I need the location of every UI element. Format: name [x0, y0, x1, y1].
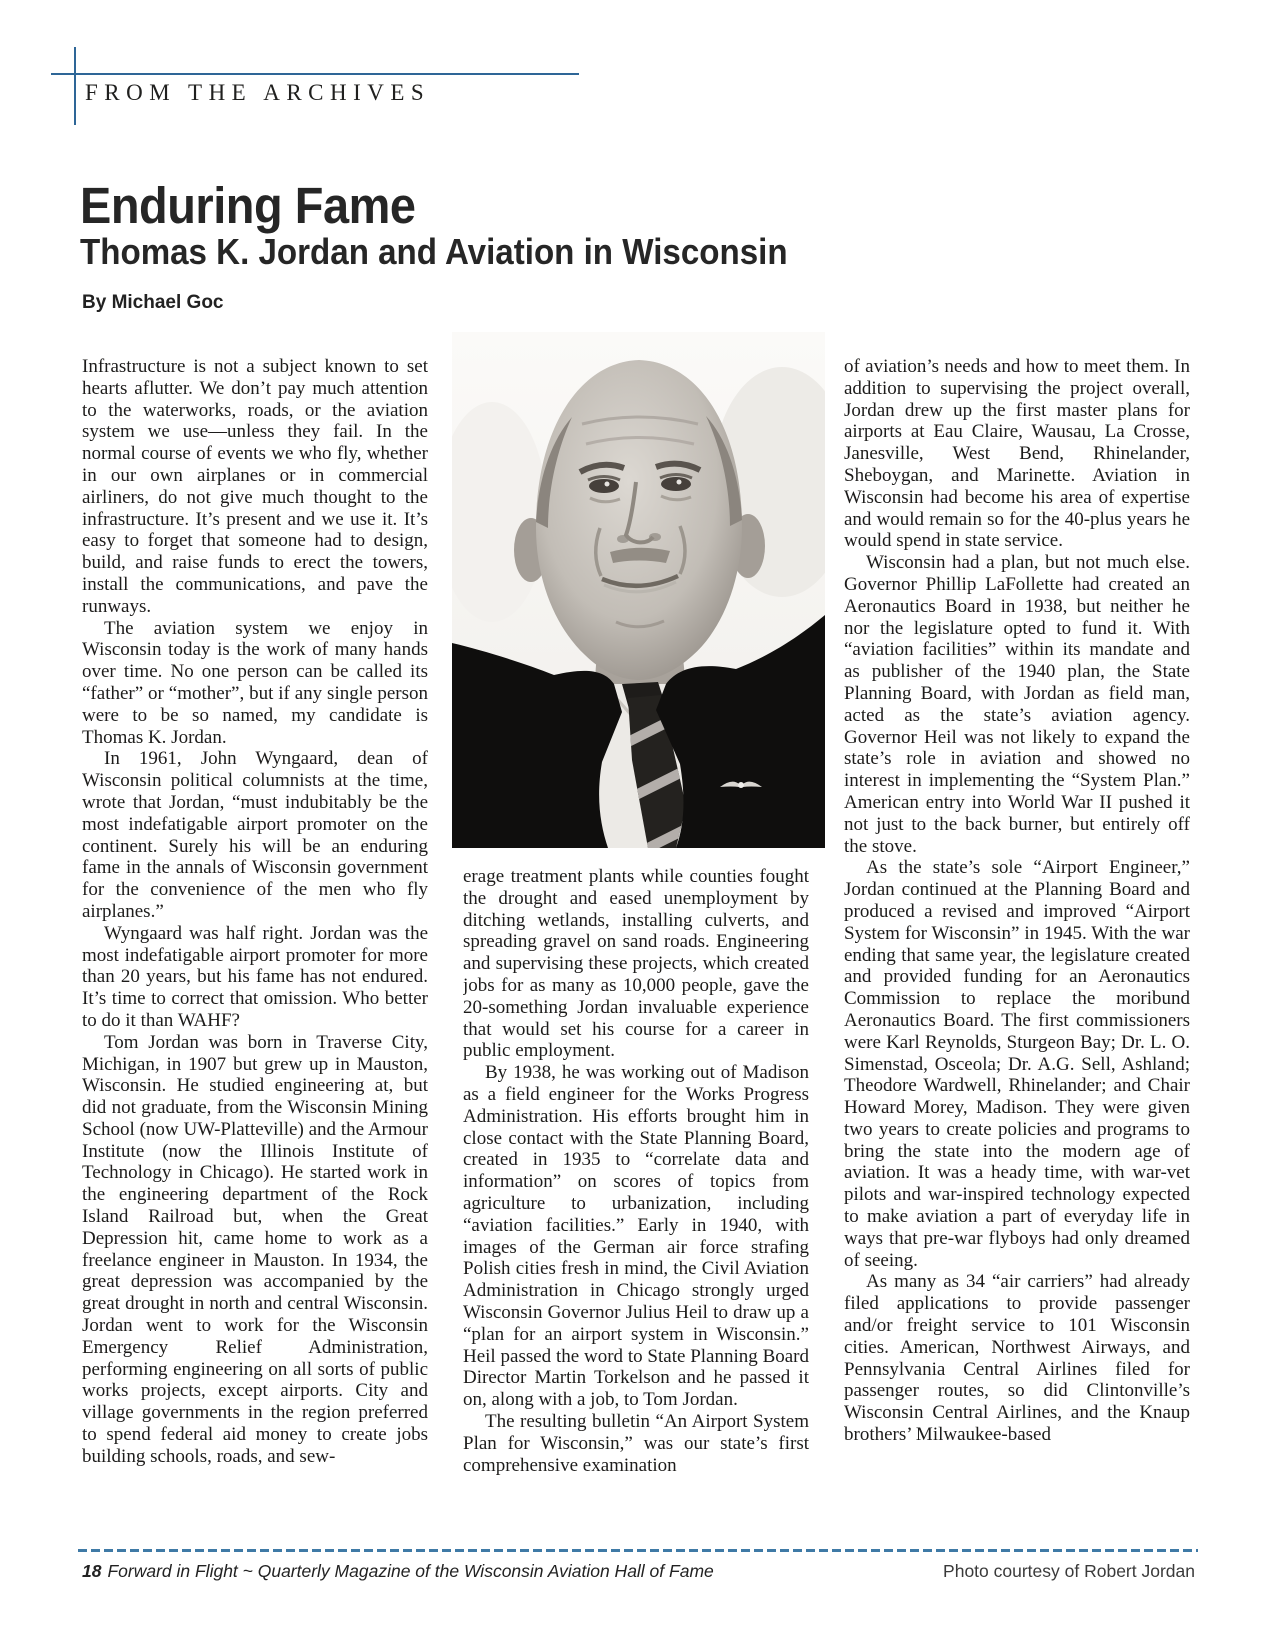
magazine-title-line: Forward in Flight ~ Quarterly Magazine of the Wisconsin Aviation Hall of Fame [107, 1561, 714, 1581]
page-number: 18 [82, 1561, 102, 1581]
article-paragraph: As the state’s sole “Airport Engineer,” Jordan continued at the Planning Board and produced a revised and improved “Airport System for Wisconsin” in 1945. With the war ending that same year, the legislature created and provided funding for an Aeronautics Commission to replace the moribund Aeronautics Board. The first commissioners were Karl Reynolds, Sturgeon Bay; Dr. L. O. Simenstad, Osceola; Dr. A.G. Sell, Ashland; Theodore Wardwell, Rhinelander; and Chair Howard Morey, Madison. They were given two years to create policies and programs to bring the state into the modern age of aviation. It was a heady time, with war-vet pilots and war-inspired technology expected to make aviation a part of everyday life in ways that pre-war flyboys had only dreamed of seeing. [844, 857, 1190, 1271]
article-paragraph: Wisconsin had a plan, but not much else. Governor Phillip LaFollette had created an Aeronautics Board in 1938, but neither he nor the legislature opted to fund it. With “aviation facilities” within its mandate and as publisher of the 1940 plan, the State Planning Board, with Jordan as field man, acted as the state’s aviation agency. Governor Heil was not likely to expand the state’s role in aviation and showed no interest in implementing the “System Plan.” American entry into World War II pushed it not just to the back burner, but entirely off the stove. [844, 552, 1190, 857]
text-column-2 [463, 866, 809, 1542]
section-heading: FROM THE ARCHIVES [85, 80, 431, 105]
article-paragraph: erage treatment plants while counties fought the drought and eased unemployment by ditching wetlands, installing culverts, and spreading gravel on sand roads. Engineering and supervising these projects, which created jobs for as many as 10,000 people, gave the 20-something Jordan invaluable experience that would set his course for a career in public employment. [463, 866, 809, 1062]
portrait-photo-illustration [452, 332, 825, 848]
article-paragraph: The resulting bulletin “An Airport System Plan for Wisconsin,” was our state’s first comprehensive examination [463, 1410, 809, 1476]
article-paragraph: As many as 34 “air carriers” had already filed applications to provide passenger and/or freight service to 101 Wisconsin cities. American, Northwest Airways, and Pennsylvania Central Airlines filed for passenger routes, so did Clintonville’s Wisconsin Central Airlines, and the Knaup brothers’ Milwaukee-based [844, 1271, 1190, 1446]
crosshair-vertical-rule [74, 47, 76, 125]
crosshair-horizontal-rule [51, 73, 579, 75]
article-paragraph: The aviation system we enjoy in Wisconsin today is the work of many hands over time. No one person can be called its “father” or “mother”, but if any single person were to be so named, my candidate is Thomas K. Jordan. [82, 617, 428, 748]
article-title: Enduring Fame [80, 177, 416, 234]
photo-credit: Photo courtesy of Robert Jordan [943, 1561, 1195, 1581]
article-paragraph: of aviation’s needs and how to meet them. In addition to supervising the project overall, Jordan drew up the first master plans for airports at Eau Claire, Wausau, La Crosse, Janesville, West Bend, Rhinelander, Sheboygan, and Marinette. Aviation in Wisconsin had become his area of expertise and would remain so for the 40-plus years he would spend in state service. [844, 356, 1190, 552]
article-paragraph: Tom Jordan was born in Traverse City, Michigan, in 1907 but grew up in Mauston, Wisconsin. He studied engineering at, but did not graduate, from the Wisconsin Mining School (now UW-Platteville) and the Armour Institute (now the Illinois Institute of Technology in Chicago). He started work in the engineering department of the Rock Island Railroad but, when the Great Depression hit, came home to work as a freelance engineer in Mauston. In 1934, the great depression was accompanied by the great drought in north and central Wisconsin. Jordan went to work for the Wisconsin Emergency Relief Administration, performing engineering on all sorts of public works projects, except airports. City and village governments in the region preferred to spend federal aid money to create jobs building schools, roads, and sew- [82, 1031, 428, 1467]
article-paragraph: Wyngaard was half right. Jordan was the most indefatigable airport promoter for more than 20 years, but his fame has not endured. It’s time to correct that omission. Who better to do it than WAHF? [82, 922, 428, 1031]
footer-magazine-info [82, 1561, 714, 1582]
article-subtitle: Thomas K. Jordan and Aviation in Wisconsin [80, 231, 788, 272]
article-paragraph: Infrastructure is not a subject known to set hearts aflutter. We don’t pay much attention to the waterworks, roads, or the aviation system we use—unless they fail. In the normal course of events we who fly, whether in our own airplanes or in commercial airliners, do not give much thought to the infrastructure. It’s present and we use it. It’s easy to forget that someone had to design, build, and raise funds to erect the towers, install the communications, and pave the runways. [82, 356, 428, 617]
text-column-1 [82, 356, 428, 1538]
article-byline: By Michael Goc [82, 292, 224, 313]
text-column-3 [844, 356, 1190, 1538]
portrait-photo [452, 332, 825, 848]
article-paragraph: By 1938, he was working out of Madison as a field engineer for the Works Progress Administration. His efforts brought him in close contact with the State Planning Board, created in 1935 to “correlate data and information” on scores of topics from agriculture to urbanization, including “aviation facilities.” Early in 1940, with images of the German air force strafing Polish cities fresh in mind, the Civil Aviation Administration in Chicago strongly urged Wisconsin Governor Julius Heil to draw up a “plan for an airport system in Wisconsin.” Heil passed the word to State Planning Board Director Martin Torkelson and he passed it on, along with a job, to Tom Jordan. [463, 1062, 809, 1411]
article-paragraph: In 1961, John Wyngaard, dean of Wisconsin political columnists at the time, wrote that Jordan, “must indubitably be the most indefatigable airport promoter on the continent. Surely his will be an enduring fame in the annals of Wisconsin government for the convenience of the men who fly airplanes.” [82, 748, 428, 922]
footer-divider [78, 1549, 1198, 1552]
